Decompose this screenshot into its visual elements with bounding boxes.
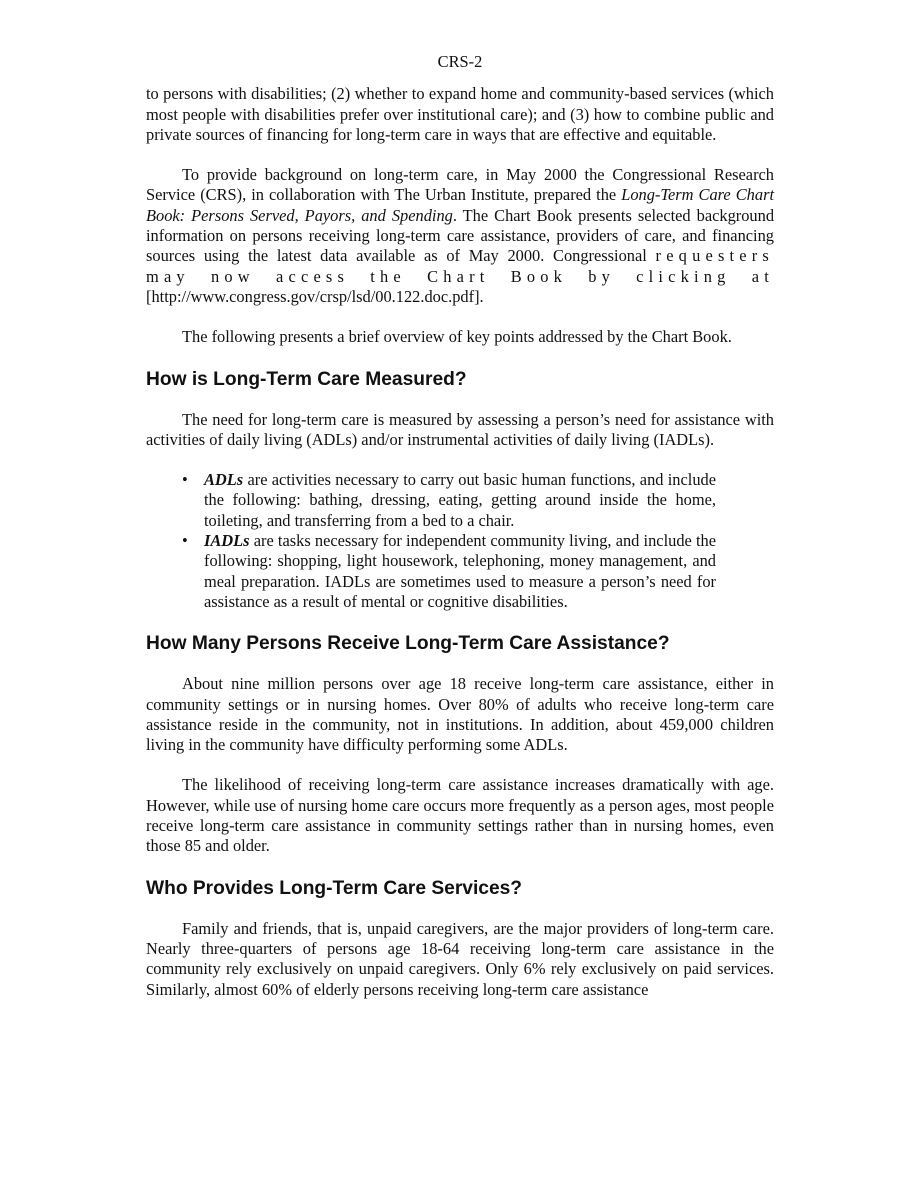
section-heading-measured: How is Long-Term Care Measured? — [146, 368, 467, 390]
bullet-text-iadls: are tasks necessary for independent community living, and include the following: shopping, light housework, telephoning, money management, and meal preparation. IADLs are sometimes used to measure a person’s need for assistance as a result of mental or cognitive disabilities. — [204, 531, 716, 611]
chart-book-title: Long-Term Care Chart Book: Persons Served, Payors, and Spending — [146, 185, 775, 225]
intro-paragraph-2-spaced-line: requesters may now access the Chart Book by clicking at — [146, 246, 774, 286]
chart-book-link[interactable]: [http://www.congress.gov/crsp/lsd/00.122.doc.pdf]. — [146, 286, 484, 306]
page-number-header: CRS-2 — [437, 52, 483, 71]
bullet-item-iadls — [146, 531, 716, 612]
section-heading-how-many: How Many Persons Receive Long-Term Care Assistance? — [146, 633, 670, 655]
bullet-term-adls: ADLs — [204, 470, 244, 490]
document-page — [146, 52, 774, 1000]
activities-bullet-list — [146, 470, 774, 612]
measured-paragraph-1: The need for long-term care is measured by assessing a person’s need for assistance with activities of daily living (ADLs) and/or instrumental activities of daily living (IADLs). — [146, 409, 774, 449]
how-many-paragraph-1: About nine million persons over age 18 receive long-term care assistance, either in community settings or in nursing homes. Over 80% of adults who receive long-term care assistance reside in the community, not in institutions. In addition, about 459,000 children living in the community have difficulty performing some ADLs. — [146, 674, 774, 755]
section-heading-providers: Who Provides Long-Term Care Services? — [146, 877, 523, 899]
intro-paragraph-2-lead: To provide background on long-term care, in May 2000 the Congressional Research Service (CRS), in collaboration with The Urban Institute, prepared the — [146, 165, 774, 205]
bullet-text-adls: are activities necessary to carry out basic human functions, and include the following: bathing, dressing, eating, getting around inside the home, toileting, and transferring from a bed to a chair. — [204, 470, 716, 530]
providers-paragraph-1: Family and friends, that is, unpaid caregivers, are the major providers of long-term care. Nearly three-quarters of persons age 18-64 receiving long-term care assistance in the community rely exclusively on unpaid caregivers. Only 6% rely exclusively on paid services. Similarly, almost 60% of elderly persons receiving long-term care assistance — [146, 918, 774, 999]
intro-paragraph-1: to persons with disabilities; (2) whether to expand home and community-based services (which most people with disabilities prefer over institutional care); and (3) how to combine public and private sources of financing for long-term care in ways that are effective and equitable. — [146, 84, 774, 144]
intro-paragraph-3: The following presents a brief overview of key points addressed by the Chart Book. — [182, 327, 732, 347]
intro-paragraph-2-body: . The Chart Book presents selected background information on persons receiving long-term care assistance, providers of care, and financing sources using the latest data available as of May 2000. Congressional — [146, 205, 775, 266]
bullet-icon: • — [182, 531, 188, 551]
bullet-term-iadls: IADLs — [204, 531, 250, 551]
bullet-icon: • — [182, 470, 188, 490]
bullet-item-adls — [146, 470, 716, 531]
intro-paragraph-2 — [146, 165, 774, 307]
how-many-paragraph-2: The likelihood of receiving long-term care assistance increases dramatically with age. However, while use of nursing home care occurs more frequently as a person ages, most people receive long-term care assistance in community settings rather than in nursing homes, even those 85 and older. — [146, 775, 774, 856]
